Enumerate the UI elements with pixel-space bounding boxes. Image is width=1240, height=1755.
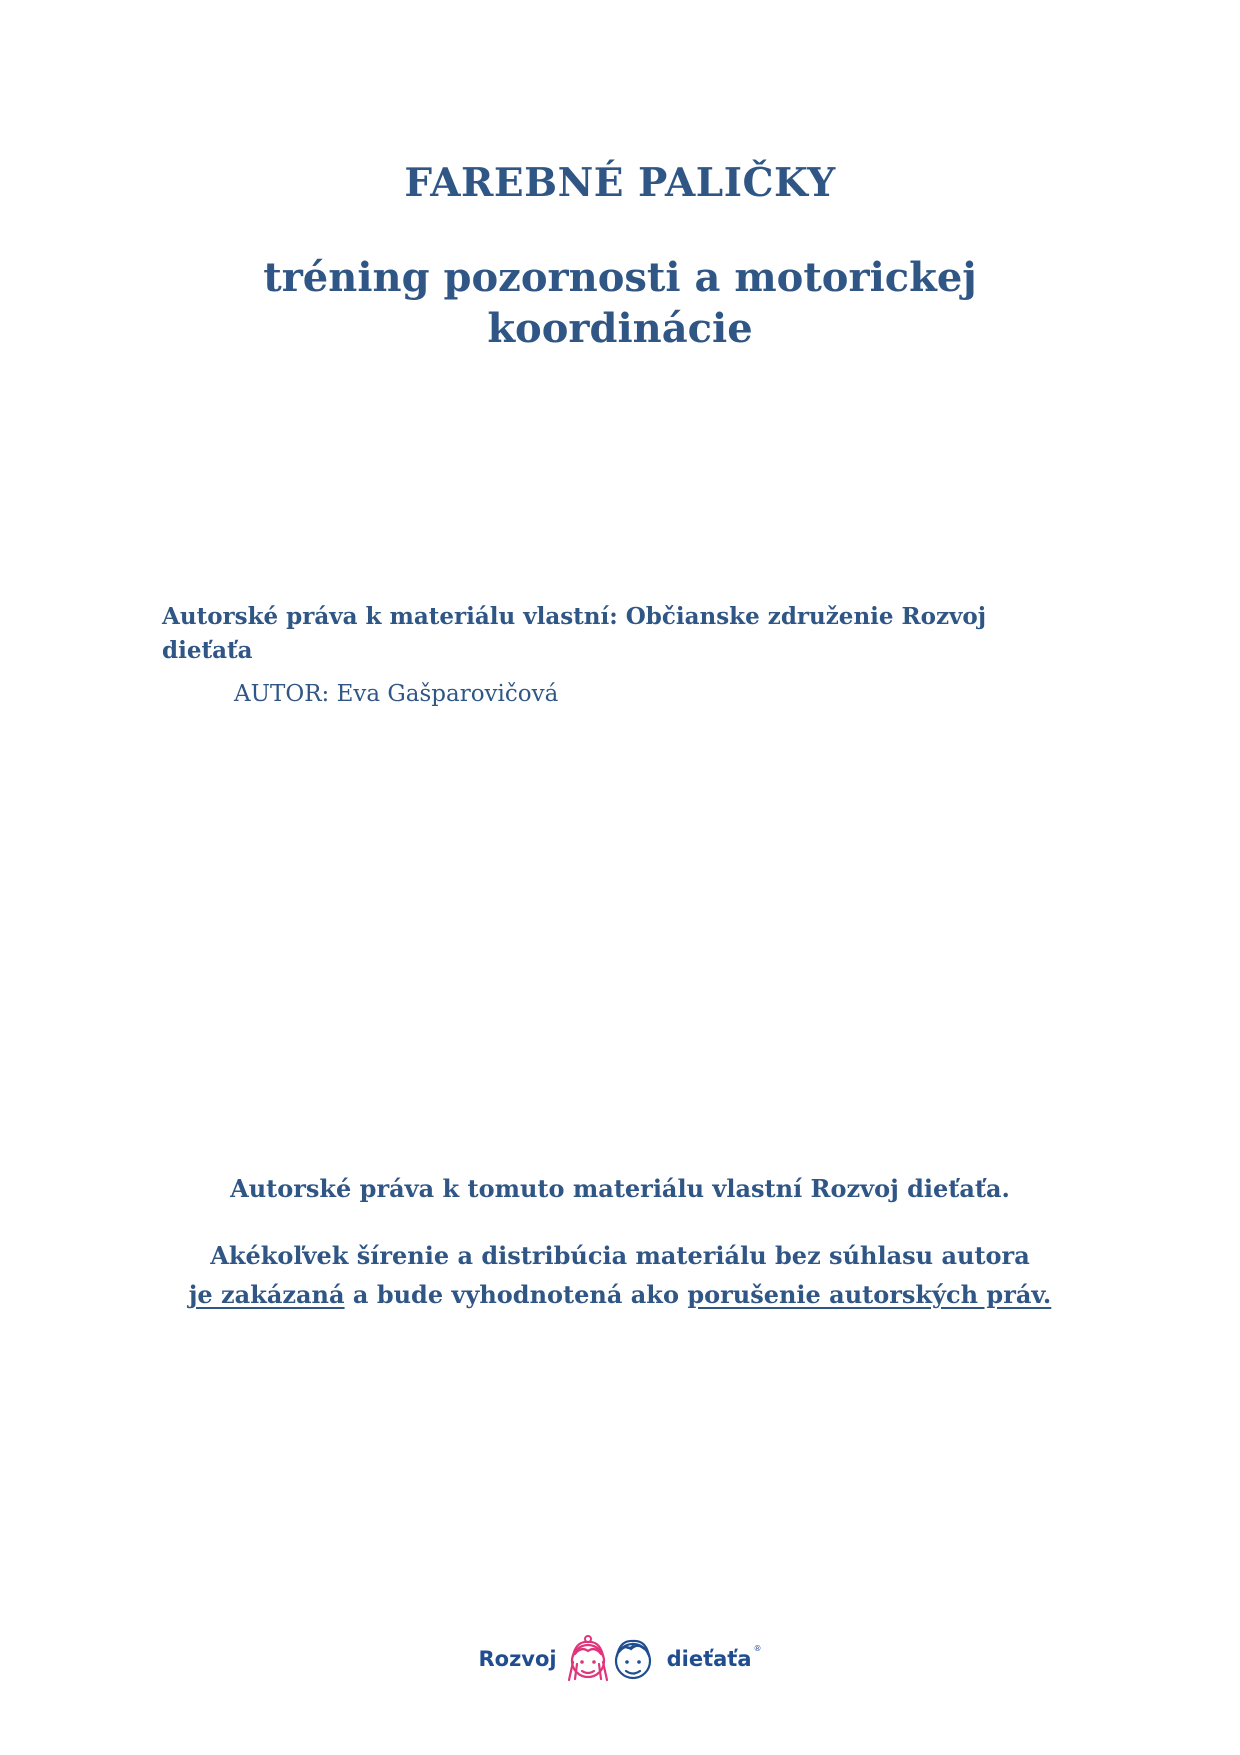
author-line: AUTOR: Eva Gašparovičová — [234, 681, 559, 707]
distribution-warning — [0, 1236, 1240, 1314]
rights-owner-line-2: dieťaťa — [162, 637, 253, 664]
subtitle-line-1: tréning pozornosti a motorickej — [263, 254, 977, 301]
document-subtitle — [0, 252, 1240, 354]
document-title: FAREBNÉ PALIČKY — [404, 160, 836, 206]
warning-line-1: Akékoľvek šírenie a distribúcia materiálu bez súhlasu autora — [210, 1241, 1030, 1270]
logo-word-dietata: dieťaťa — [666, 1647, 752, 1671]
subtitle-line-2: koordinácie — [487, 305, 753, 352]
logo-word-rozvoj: Rozvoj — [478, 1647, 557, 1671]
copyright-infringement-text: porušenie autorských práv. — [687, 1280, 1052, 1309]
copyright-notice: Autorské práva k tomuto materiálu vlastní Rozvoj dieťaťa. — [230, 1174, 1010, 1203]
prohibited-text: je zakázaná — [188, 1280, 345, 1309]
children-faces-icon — [563, 1632, 661, 1686]
registered-mark: ® — [753, 1644, 762, 1653]
warning-line-2 — [0, 1275, 1240, 1314]
rights-owner-statement — [162, 600, 1082, 668]
warning-connector-text: a bude vyhodnotená ako — [344, 1280, 688, 1309]
rights-owner-line-1: Autorské práva k materiálu vlastní: Občianske združenie Rozvoj — [162, 603, 987, 630]
rozvoj-dietata-logo — [0, 1632, 1240, 1686]
